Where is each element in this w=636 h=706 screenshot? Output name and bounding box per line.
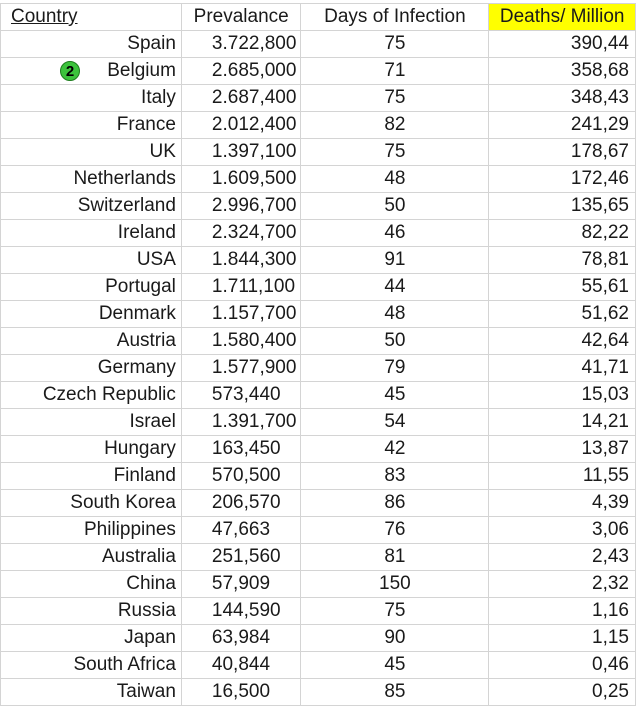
cell-prevalance[interactable] [181, 517, 301, 544]
cell-days-value: 90 [384, 627, 406, 648]
cell-prevalance[interactable] [181, 193, 301, 220]
cell-country[interactable] [1, 463, 182, 490]
cell-prevalance[interactable] [181, 490, 301, 517]
cell-country-value: Spain [127, 33, 176, 54]
cell-deaths-per-million-value: 51,62 [581, 303, 629, 324]
cell-prevalance-value: 2.324,700 [211, 222, 297, 243]
table-row[interactable] [1, 193, 636, 220]
cell-deaths-per-million[interactable] [489, 274, 636, 301]
table-row[interactable] [1, 625, 636, 652]
cell-country[interactable] [1, 571, 182, 598]
cell-days-value: 54 [384, 411, 406, 432]
cell-prevalance-value: 16,500 [211, 681, 271, 702]
cell-prevalance-value: 1.609,500 [211, 168, 297, 189]
cell-deaths-per-million[interactable] [489, 625, 636, 652]
table-row[interactable] [1, 517, 636, 544]
table-row[interactable] [1, 328, 636, 355]
table-row[interactable] [1, 436, 636, 463]
cell-deaths-per-million[interactable] [489, 679, 636, 706]
cell-prevalance[interactable] [181, 598, 301, 625]
cell-prevalance-value: 251,560 [211, 546, 281, 567]
cell-deaths-per-million[interactable] [489, 31, 636, 58]
cell-days[interactable] [301, 58, 489, 85]
cell-prevalance[interactable] [181, 247, 301, 274]
cell-prevalance[interactable] [181, 679, 301, 706]
cell-prevalance-value: 1.391,700 [211, 411, 297, 432]
cell-days-value: 76 [384, 519, 406, 540]
cell-deaths-per-million-value: 78,81 [581, 249, 629, 270]
cell-prevalance[interactable] [181, 85, 301, 112]
cell-prevalance[interactable] [181, 58, 301, 85]
cell-prevalance[interactable] [181, 382, 301, 409]
cell-days-value: 71 [384, 60, 406, 81]
cell-prevalance-value: 2.996,700 [211, 195, 297, 216]
cell-prevalance-value: 206,570 [211, 492, 281, 513]
table-body [1, 31, 636, 706]
cell-prevalance-value: 163,450 [211, 438, 281, 459]
cell-country-value: South Africa [73, 654, 176, 675]
cell-prevalance-value: 1.580,400 [211, 330, 297, 351]
cell-deaths-per-million-value: 348,43 [570, 87, 629, 108]
cell-country[interactable] [1, 193, 182, 220]
cell-deaths-per-million[interactable] [489, 436, 636, 463]
cell-deaths-per-million[interactable] [489, 301, 636, 328]
cell-country-value: Netherlands [73, 168, 176, 189]
cell-prevalance[interactable] [181, 625, 301, 652]
cell-days-value: 91 [384, 249, 406, 270]
cell-deaths-per-million[interactable] [489, 85, 636, 112]
cell-deaths-per-million-value: 1,15 [592, 627, 629, 648]
cell-deaths-per-million-value: 4,39 [592, 492, 629, 513]
cell-country-value: France [116, 114, 176, 135]
cell-days[interactable] [301, 139, 489, 166]
cell-country-value: Ireland [117, 222, 176, 243]
data-table [0, 3, 636, 706]
cell-country-value: Japan [124, 627, 176, 648]
cell-deaths-per-million[interactable] [489, 355, 636, 382]
cell-days[interactable] [301, 463, 489, 490]
cell-country[interactable] [1, 436, 182, 463]
cell-deaths-per-million[interactable] [489, 463, 636, 490]
cell-country[interactable] [1, 355, 182, 382]
cell-days-value: 81 [384, 546, 406, 567]
cell-prevalance-value: 573,440 [211, 384, 281, 405]
cell-country-value: Denmark [98, 303, 176, 324]
cell-prevalance-value: 1.711,100 [211, 276, 296, 297]
cell-deaths-per-million-value: 241,29 [570, 114, 629, 135]
cell-country-value: USA [136, 249, 176, 270]
cell-country[interactable] [1, 166, 182, 193]
table-row[interactable] [1, 139, 636, 166]
cell-deaths-per-million-value: 1,16 [592, 600, 629, 621]
cell-deaths-per-million-value: 41,71 [581, 357, 629, 378]
cell-country[interactable] [1, 220, 182, 247]
cell-country[interactable] [1, 58, 182, 85]
cell-country-value: Israel [129, 411, 176, 432]
cell-days[interactable] [301, 409, 489, 436]
cell-prevalance[interactable] [181, 301, 301, 328]
cell-deaths-per-million[interactable] [489, 139, 636, 166]
cell-country[interactable] [1, 301, 182, 328]
table-row[interactable] [1, 85, 636, 112]
cell-prevalance-value: 47,663 [211, 519, 271, 540]
cell-country[interactable] [1, 625, 182, 652]
cell-country-value: South Korea [70, 492, 176, 513]
table-row[interactable] [1, 652, 636, 679]
cell-deaths-per-million-value: 390,44 [570, 33, 629, 54]
cell-prevalance-value: 3.722,800 [211, 33, 297, 54]
cell-days[interactable] [301, 301, 489, 328]
cell-days-value: 150 [379, 573, 411, 594]
cell-country[interactable] [1, 328, 182, 355]
cell-prevalance-value: 1.157,700 [211, 303, 297, 324]
number-badge-icon [60, 61, 80, 81]
cell-days-value: 75 [384, 87, 406, 108]
cell-country-value: China [126, 573, 176, 594]
cell-days-value: 82 [384, 114, 406, 135]
cell-deaths-per-million[interactable] [489, 193, 636, 220]
cell-deaths-per-million[interactable] [489, 652, 636, 679]
table-row[interactable] [1, 598, 636, 625]
cell-deaths-per-million[interactable] [489, 112, 636, 139]
cell-prevalance[interactable] [181, 220, 301, 247]
cell-deaths-per-million[interactable] [489, 328, 636, 355]
cell-country[interactable] [1, 274, 182, 301]
cell-days[interactable] [301, 490, 489, 517]
cell-prevalance-value: 144,590 [211, 600, 281, 621]
cell-days[interactable] [301, 571, 489, 598]
table-row[interactable] [1, 274, 636, 301]
cell-prevalance[interactable] [181, 274, 301, 301]
cell-deaths-per-million[interactable] [489, 544, 636, 571]
table-row[interactable] [1, 382, 636, 409]
cell-deaths-per-million-value: 2,43 [592, 546, 629, 567]
cell-days[interactable] [301, 382, 489, 409]
cell-country[interactable] [1, 247, 182, 274]
cell-deaths-per-million-value: 13,87 [581, 438, 629, 459]
cell-country-value: Portugal [105, 276, 176, 297]
table-row[interactable] [1, 490, 636, 517]
cell-country-value: Italy [141, 87, 176, 108]
cell-deaths-per-million[interactable] [489, 409, 636, 436]
cell-deaths-per-million-value: 172,46 [570, 168, 629, 189]
cell-days[interactable] [301, 274, 489, 301]
cell-deaths-per-million-value: 2,32 [592, 573, 629, 594]
cell-country-value: Russia [117, 600, 176, 621]
cell-deaths-per-million-value: 15,03 [581, 384, 629, 405]
cell-days-value: 86 [384, 492, 406, 513]
cell-days-value: 44 [384, 276, 406, 297]
cell-country[interactable] [1, 31, 182, 58]
cell-days[interactable] [301, 598, 489, 625]
cell-country-value: Switzerland [77, 195, 176, 216]
cell-deaths-per-million-value: 358,68 [570, 60, 629, 81]
table-row[interactable] [1, 220, 636, 247]
cell-prevalance-value: 1.577,900 [211, 357, 297, 378]
cell-days[interactable] [301, 193, 489, 220]
cell-days[interactable] [301, 85, 489, 112]
table-row[interactable] [1, 679, 636, 706]
cell-deaths-per-million[interactable] [489, 166, 636, 193]
cell-deaths-per-million[interactable] [489, 382, 636, 409]
cell-days-value: 83 [384, 465, 406, 486]
cell-country[interactable] [1, 679, 182, 706]
cell-country[interactable] [1, 598, 182, 625]
cell-prevalance-value: 1.397,100 [211, 141, 297, 162]
cell-country-value: Australia [101, 546, 176, 567]
cell-days[interactable] [301, 355, 489, 382]
cell-days-value: 50 [384, 330, 406, 351]
cell-deaths-per-million-value: 55,61 [581, 276, 629, 297]
cell-deaths-per-million-value: 14,21 [581, 411, 629, 432]
cell-days[interactable] [301, 31, 489, 58]
cell-days-value: 50 [384, 195, 406, 216]
table-row[interactable] [1, 463, 636, 490]
cell-deaths-per-million[interactable] [489, 220, 636, 247]
cell-country-value: Taiwan [116, 681, 176, 702]
header-country[interactable]: Country [1, 4, 182, 31]
cell-prevalance[interactable] [181, 112, 301, 139]
table-row[interactable] [1, 247, 636, 274]
cell-country-value: Czech Republic [42, 384, 176, 405]
cell-days[interactable] [301, 436, 489, 463]
cell-country-value: Austria [116, 330, 176, 351]
cell-country-value: Belgium [107, 60, 176, 81]
cell-deaths-per-million-value: 135,65 [570, 195, 629, 216]
cell-deaths-per-million[interactable] [489, 490, 636, 517]
table-row[interactable] [1, 58, 636, 85]
cell-prevalance-value: 2.012,400 [211, 114, 297, 135]
header-days[interactable]: Days of Infection [301, 4, 489, 31]
table-row[interactable] [1, 544, 636, 571]
header-prevalance[interactable]: Prevalance [181, 4, 301, 31]
cell-days[interactable] [301, 328, 489, 355]
cell-country[interactable] [1, 517, 182, 544]
cell-prevalance[interactable] [181, 166, 301, 193]
cell-days[interactable] [301, 220, 489, 247]
cell-deaths-per-million-value: 178,67 [570, 141, 629, 162]
cell-days-value: 45 [384, 384, 406, 405]
cell-prevalance[interactable] [181, 139, 301, 166]
cell-prevalance[interactable] [181, 463, 301, 490]
cell-deaths-per-million[interactable] [489, 247, 636, 274]
cell-prevalance[interactable] [181, 31, 301, 58]
cell-prevalance-value: 63,984 [211, 627, 271, 648]
cell-country[interactable] [1, 112, 182, 139]
cell-prevalance-value: 1.844,300 [211, 249, 297, 270]
cell-prevalance[interactable] [181, 409, 301, 436]
cell-days-value: 75 [384, 600, 406, 621]
table-row[interactable] [1, 112, 636, 139]
cell-days-value: 48 [384, 303, 406, 324]
cell-prevalance[interactable] [181, 436, 301, 463]
cell-days[interactable] [301, 544, 489, 571]
cell-days-value: 85 [384, 681, 406, 702]
cell-days-value: 79 [384, 357, 406, 378]
cell-country-value: Hungary [104, 438, 176, 459]
cell-country[interactable] [1, 85, 182, 112]
cell-prevalance[interactable] [181, 652, 301, 679]
cell-days[interactable] [301, 652, 489, 679]
cell-country[interactable] [1, 544, 182, 571]
cell-days-value: 48 [384, 168, 406, 189]
cell-country[interactable] [1, 409, 182, 436]
cell-deaths-per-million-value: 42,64 [581, 330, 629, 351]
table-row[interactable] [1, 409, 636, 436]
cell-deaths-per-million[interactable] [489, 571, 636, 598]
cell-country-value: Germany [97, 357, 176, 378]
cell-deaths-per-million[interactable] [489, 517, 636, 544]
cell-prevalance-value: 57,909 [211, 573, 271, 594]
header-deaths-per-million[interactable]: Deaths/ Million [489, 4, 636, 31]
cell-days[interactable] [301, 247, 489, 274]
cell-days[interactable] [301, 166, 489, 193]
cell-days-value: 75 [384, 33, 406, 54]
table-row[interactable] [1, 166, 636, 193]
cell-prevalance-value: 2.685,000 [211, 60, 297, 81]
cell-days-value: 75 [384, 141, 406, 162]
cell-deaths-per-million-value: 0,46 [592, 654, 629, 675]
cell-deaths-per-million-value: 82,22 [581, 222, 629, 243]
cell-days-value: 46 [384, 222, 406, 243]
cell-country[interactable] [1, 139, 182, 166]
cell-deaths-per-million[interactable] [489, 598, 636, 625]
cell-prevalance-value: 2.687,400 [211, 87, 297, 108]
cell-country-value: Finland [113, 465, 176, 486]
cell-prevalance[interactable] [181, 571, 301, 598]
cell-prevalance-value: 570,500 [211, 465, 281, 486]
cell-prevalance[interactable] [181, 544, 301, 571]
cell-country-value: Philippines [84, 519, 176, 540]
cell-days[interactable] [301, 517, 489, 544]
cell-prevalance-value: 40,844 [211, 654, 271, 675]
table-row[interactable] [1, 571, 636, 598]
badge-label: 2 [65, 62, 75, 80]
cell-days[interactable] [301, 112, 489, 139]
cell-country[interactable] [1, 490, 182, 517]
cell-prevalance[interactable] [181, 355, 301, 382]
table-row[interactable] [1, 355, 636, 382]
cell-days-value: 42 [384, 438, 406, 459]
cell-country[interactable] [1, 652, 182, 679]
cell-days[interactable] [301, 625, 489, 652]
table-row[interactable] [1, 301, 636, 328]
cell-deaths-per-million-value: 3,06 [592, 519, 629, 540]
cell-country[interactable] [1, 382, 182, 409]
cell-deaths-per-million-value: 0,25 [592, 681, 629, 702]
table-row[interactable] [1, 31, 636, 58]
header-row [1, 4, 636, 31]
cell-prevalance[interactable] [181, 328, 301, 355]
cell-deaths-per-million-value: 11,55 [582, 465, 629, 486]
cell-deaths-per-million[interactable] [489, 58, 636, 85]
cell-days[interactable] [301, 679, 489, 706]
cell-country-value: UK [149, 141, 176, 162]
cell-days-value: 45 [384, 654, 406, 675]
